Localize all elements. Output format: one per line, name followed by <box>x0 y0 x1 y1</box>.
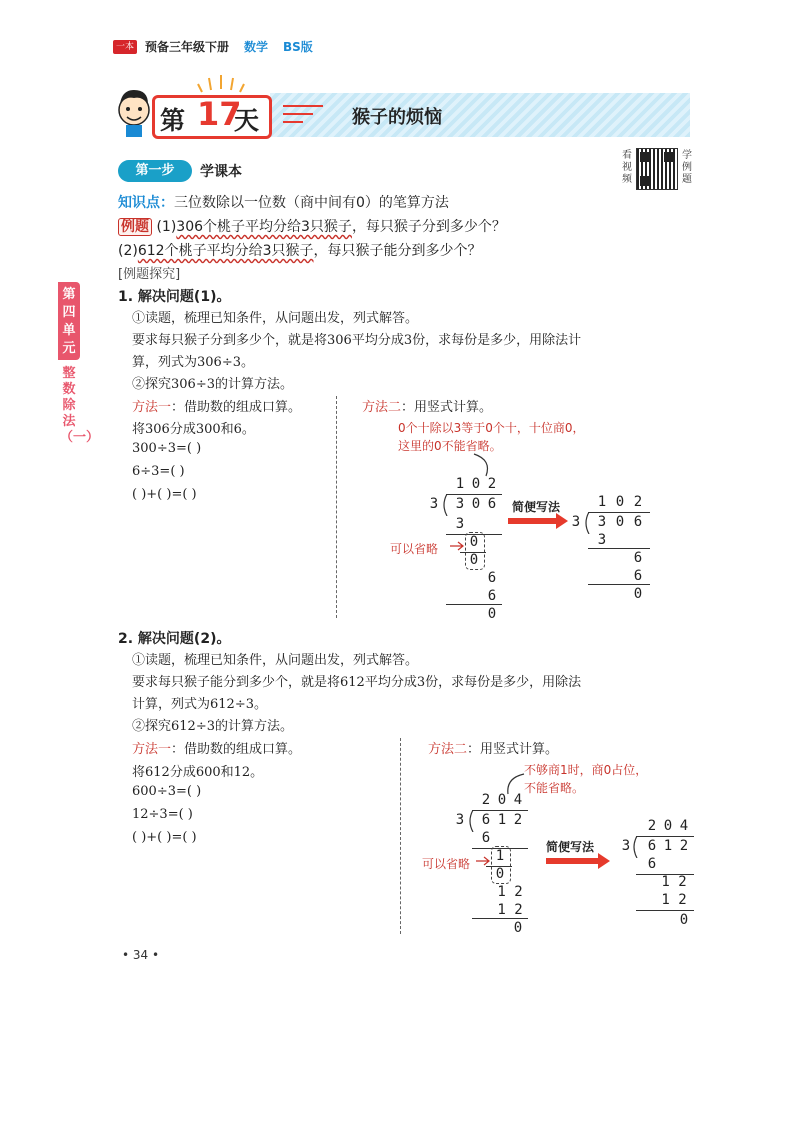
p1-dividend-digit: 6 <box>487 496 497 512</box>
p1-simple-quotient: 1 <box>597 494 607 510</box>
p2-dividend-digit: 1 <box>497 812 507 828</box>
p1-step-digit: 0 <box>469 534 479 550</box>
p1-simple-dividend: 0 <box>615 514 625 530</box>
p1-simple-dividend: 3 <box>597 514 607 530</box>
column-divider <box>400 738 401 934</box>
sparkle-icon <box>196 72 246 94</box>
p1-m1-l4: ( )+( )=( ) <box>132 487 197 502</box>
p1-simple-line <box>588 548 650 549</box>
p1-step-digit: 0 <box>469 552 479 568</box>
knowledge-label: 知识点： <box>118 195 174 211</box>
p2-step-digit: 0 <box>495 866 505 882</box>
explore-label: [例题探究] <box>118 267 181 282</box>
p1-step-line <box>446 604 502 605</box>
p2-simple-dividend: 2 <box>679 838 689 854</box>
p1-heading: 1. 解决问题(1)。 <box>118 289 231 305</box>
p2-simple-step: 0 <box>679 912 689 928</box>
unit-tab: 第四单元 <box>58 282 80 360</box>
qr-code-icon[interactable] <box>636 148 678 190</box>
p1-omit-label: 可以省略 <box>390 542 439 556</box>
p2-dividend-digit: 6 <box>481 812 491 828</box>
p2-heading: 2. 解决问题(2)。 <box>118 631 231 647</box>
p2-simple-step: 1 2 <box>661 874 687 890</box>
p2-line3: 计算，列式为612÷3。 <box>132 697 267 712</box>
mascot-icon <box>112 82 156 138</box>
example-q2-num: (2) <box>118 243 138 259</box>
p1-line1: ①读题，梳理已知条件，从问题出发，列式解答。 <box>132 311 419 326</box>
p2-simple-dividend: 1 <box>663 838 673 854</box>
p1-dividend-digit: 3 <box>455 496 465 512</box>
knowledge-point <box>118 192 449 212</box>
banner-dash <box>283 121 303 123</box>
p2-simple-step: 1 2 <box>661 892 687 908</box>
p1-step-digit: 0 <box>487 606 497 622</box>
p2-method1-text: ：借助数的组成口算。 <box>171 742 302 757</box>
p1-simple-line <box>588 584 650 585</box>
p1-simple-quotient: 2 <box>633 494 643 510</box>
p2-quotient-digit: 0 <box>497 792 507 808</box>
p2-step-digit: 0 <box>513 920 523 936</box>
subject-label: 数学 <box>244 40 269 54</box>
p2-arrow-icon <box>546 858 600 864</box>
p1-method2 <box>362 396 492 415</box>
p2-simple-quotient: 4 <box>679 818 689 834</box>
p1-simple-step: 0 <box>633 586 643 602</box>
p2-dividend-digit: 2 <box>513 812 523 828</box>
p2-simple-label: 简便写法 <box>546 840 595 854</box>
example-tag: 例题 <box>118 218 152 236</box>
p1-step-digit: 6 <box>487 588 497 604</box>
p2-arrow-head-icon <box>598 853 610 869</box>
p1-quotient-digit: 1 <box>455 476 465 492</box>
example-q2-condition: 612个桃子平均分给3只猴子 <box>137 243 314 259</box>
p1-simple-dividend: 6 <box>633 514 643 530</box>
p2-note-line2: 不能省略。 <box>524 781 585 795</box>
p2-line4: ②探究612÷3的计算方法。 <box>132 719 293 734</box>
p2-quotient-digit: 4 <box>513 792 523 808</box>
p1-note-line1: 0个十除以3等于0个十，十位商0， <box>398 421 585 435</box>
p2-m1-l3: 12÷3=( ) <box>132 807 193 822</box>
banner-stripe <box>270 93 690 137</box>
p1-simple-bar <box>588 512 650 513</box>
page-number: • 34 • <box>122 948 160 962</box>
p2-simple-step: 6 <box>647 856 657 872</box>
p1-arrow-head-icon <box>556 513 568 529</box>
p1-method1-label: 方法一 <box>132 400 172 415</box>
day-suffix: 天 <box>234 106 260 135</box>
p2-simple-dividend: 6 <box>647 838 657 854</box>
p2-divisor: 3 <box>455 812 465 828</box>
p2-simple-divisor: 3 <box>621 838 631 854</box>
p2-step-digit: 1 2 <box>497 884 523 900</box>
knowledge-text: 三位数除以一位数（商中间有0）的笔算方法 <box>174 195 449 211</box>
p2-note-line1: 不够商1时，商0占位， <box>524 763 648 777</box>
p2-method2-text: ：用竖式计算。 <box>467 742 559 757</box>
p1-step-digit: 3 <box>455 516 465 532</box>
p2-simple-bar <box>636 836 694 837</box>
p1-simple-quotient: 0 <box>615 494 625 510</box>
book-series: 预备三年级下册 <box>145 40 230 54</box>
p1-quotient-digit: 2 <box>487 476 497 492</box>
step-title: 学课本 <box>200 164 242 180</box>
p2-method2 <box>428 738 558 757</box>
step-badge: 第一步 <box>118 160 192 182</box>
example-q2-question: ，每只猴子能分到多少个？ <box>313 243 482 259</box>
p2-step-line <box>472 918 528 919</box>
edition-label: BS版 <box>283 40 313 54</box>
p1-method2-text: ：用竖式计算。 <box>401 400 493 415</box>
p2-omit-arrow-icon <box>476 856 492 866</box>
p1-line3: 算，列式为306÷3。 <box>132 355 254 370</box>
p2-m1-l2: 600÷3=( ) <box>132 784 202 799</box>
p1-arrow-icon <box>508 518 558 524</box>
p1-method2-label: 方法二 <box>362 400 402 415</box>
p1-omit-arrow-icon <box>450 541 466 551</box>
p2-method1-label: 方法一 <box>132 742 172 757</box>
p2-simple-quotient: 2 <box>647 818 657 834</box>
p1-simple-step: 6 <box>633 550 643 566</box>
p2-division-bar <box>472 810 528 811</box>
day-prefix: 第 <box>160 106 186 135</box>
p2-line1: ①读题，梳理已知条件，从问题出发，列式解答。 <box>132 653 419 668</box>
banner-dash <box>283 113 313 115</box>
day-number: 17 <box>197 95 242 133</box>
p2-step-digit: 6 <box>481 830 491 846</box>
example-q1 <box>118 216 506 236</box>
p1-method1 <box>132 396 301 415</box>
unit-topic: 整数除法（一） <box>60 366 100 445</box>
p2-simple-quotient: 0 <box>663 818 673 834</box>
example-q1-question: ，每只猴子分到多少个？ <box>351 219 506 235</box>
p1-division-bar <box>446 494 502 495</box>
banner-dash <box>283 105 323 107</box>
p2-method2-label: 方法二 <box>428 742 468 757</box>
p1-line2: 要求每只猴子分到多少个，就是将306平均分成3份，求每份是多少，用除法计 <box>132 333 582 348</box>
example-q1-num: (1) <box>156 219 177 235</box>
p1-m1-l3: 6÷3=( ) <box>132 464 185 479</box>
example-q1-condition: 306个桃子平均分给3只猴子 <box>176 219 352 235</box>
p1-m1-l2: 300÷3=( ) <box>132 441 202 456</box>
qr-caption-right: 学例题 <box>682 150 692 185</box>
p2-simple-line <box>636 910 694 911</box>
p2-m1-l1: 将612分成600和12。 <box>132 765 264 780</box>
p1-simple-step: 6 <box>633 568 643 584</box>
p2-method1 <box>132 738 301 757</box>
p1-m1-l1: 将306分成300和6。 <box>132 422 255 437</box>
p2-step-digit: 1 2 <box>497 902 523 918</box>
p1-divisor: 3 <box>429 496 439 512</box>
p1-simple-divisor: 3 <box>571 514 581 530</box>
p1-quotient-digit: 0 <box>471 476 481 492</box>
p1-step-digit: 6 <box>487 570 497 586</box>
example-q2 <box>118 240 481 260</box>
p1-simple-step: 3 <box>597 532 607 548</box>
p2-m1-l4: ( )+( )=( ) <box>132 830 197 845</box>
p1-dividend-digit: 0 <box>471 496 481 512</box>
p1-note-line2: 这里的0不能省略。 <box>398 439 502 453</box>
p2-step-digit: 1 <box>495 848 505 864</box>
p2-omit-label: 可以省略 <box>422 857 471 871</box>
column-divider <box>336 396 337 618</box>
p2-line2: 要求每只猴子能分到多少个，就是将612平均分成3份，求每份是多少，用除法 <box>132 675 582 690</box>
p1-line4: ②探究306÷3的计算方法。 <box>132 377 293 392</box>
qr-caption-left: 看视频 <box>622 150 632 185</box>
p2-quotient-digit: 2 <box>481 792 491 808</box>
p1-note-pointer <box>470 452 500 478</box>
p1-method1-text: ：借助数的组成口算。 <box>171 400 302 415</box>
day-title: 猴子的烦恼 <box>352 107 442 128</box>
brand-logo: 一本 <box>113 40 137 54</box>
p1-simple-label: 简便写法 <box>512 500 561 514</box>
